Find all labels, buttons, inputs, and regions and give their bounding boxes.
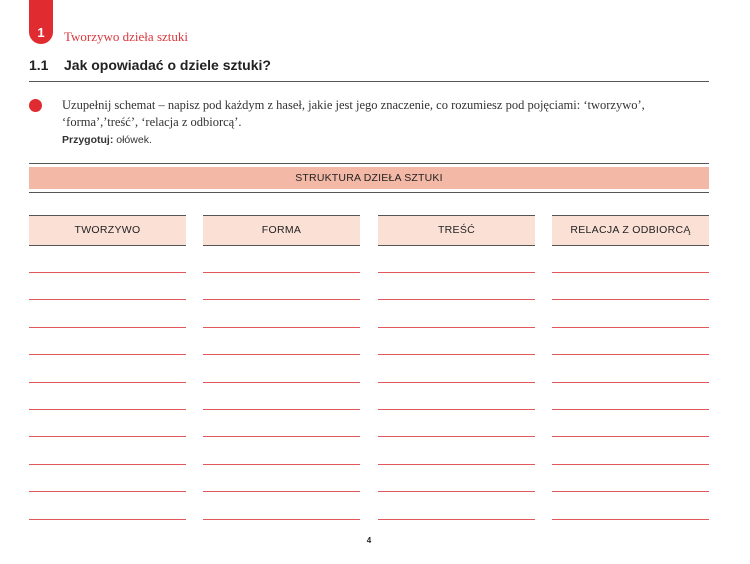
column-forma [203, 215, 360, 246]
writing-line[interactable] [552, 299, 709, 300]
writing-line[interactable] [29, 382, 186, 383]
column-header: RELACJA Z ODBIORCĄ [552, 215, 709, 246]
writing-line[interactable] [552, 409, 709, 410]
writing-line[interactable] [378, 409, 535, 410]
writing-line[interactable] [378, 299, 535, 300]
writing-line[interactable] [552, 272, 709, 273]
writing-line[interactable] [29, 491, 186, 492]
prep-value: ołówek. [113, 134, 152, 146]
column-header: TWORZYWO [29, 215, 186, 246]
writing-line[interactable] [29, 464, 186, 465]
writing-line[interactable] [203, 464, 360, 465]
section-number: 1.1 [29, 57, 49, 73]
column-tworzywo [29, 215, 186, 246]
prep-label: Przygotuj: [62, 134, 114, 146]
writing-line[interactable] [29, 299, 186, 300]
writing-line[interactable] [203, 299, 360, 300]
column-header: TREŚĆ [378, 215, 535, 246]
writing-line[interactable] [29, 272, 186, 273]
writing-line[interactable] [552, 382, 709, 383]
writing-line[interactable] [203, 436, 360, 437]
task-bullet-icon [29, 99, 42, 112]
writing-line[interactable] [378, 464, 535, 465]
writing-line[interactable] [552, 354, 709, 355]
writing-line[interactable] [29, 436, 186, 437]
writing-line[interactable] [203, 519, 360, 520]
page-number: 4 [366, 536, 372, 545]
writing-line[interactable] [378, 491, 535, 492]
column-relacja [552, 215, 709, 246]
writing-line[interactable] [203, 409, 360, 410]
writing-line[interactable] [552, 327, 709, 328]
writing-line[interactable] [378, 327, 535, 328]
writing-line[interactable] [29, 327, 186, 328]
section-title: Jak opowiadać o dziele sztuki? [64, 57, 271, 73]
writing-line[interactable] [552, 464, 709, 465]
writing-line[interactable] [378, 272, 535, 273]
column-tresc [378, 215, 535, 246]
writing-line[interactable] [378, 436, 535, 437]
diagram-banner [29, 163, 709, 193]
writing-line[interactable] [203, 354, 360, 355]
writing-line[interactable] [29, 409, 186, 410]
writing-line[interactable] [552, 436, 709, 437]
writing-line[interactable] [378, 354, 535, 355]
writing-line[interactable] [203, 382, 360, 383]
chapter-title: Tworzywo dzieła sztuki [64, 29, 188, 44]
writing-line[interactable] [29, 354, 186, 355]
writing-line[interactable] [203, 491, 360, 492]
diagram-banner-label: STRUKTURA DZIEŁA SZTUKI [29, 167, 709, 189]
writing-line[interactable] [203, 327, 360, 328]
writing-line[interactable] [29, 519, 186, 520]
writing-line[interactable] [378, 382, 535, 383]
writing-line[interactable] [378, 519, 535, 520]
section-divider [29, 81, 709, 82]
prep-note [62, 134, 152, 146]
chapter-badge: 1 [29, 0, 53, 44]
column-header: FORMA [203, 215, 360, 246]
writing-line[interactable] [203, 272, 360, 273]
task-instruction: Uzupełnij schemat – napisz pod każdym z haseł, jakie jest jego znaczenie, co rozumiesz pod pojęciami: ‘tworzywo’, ‘forma’,’treść’, ‘relacja z odbiorcą’. [62, 98, 645, 129]
writing-line[interactable] [552, 519, 709, 520]
writing-line[interactable] [552, 491, 709, 492]
